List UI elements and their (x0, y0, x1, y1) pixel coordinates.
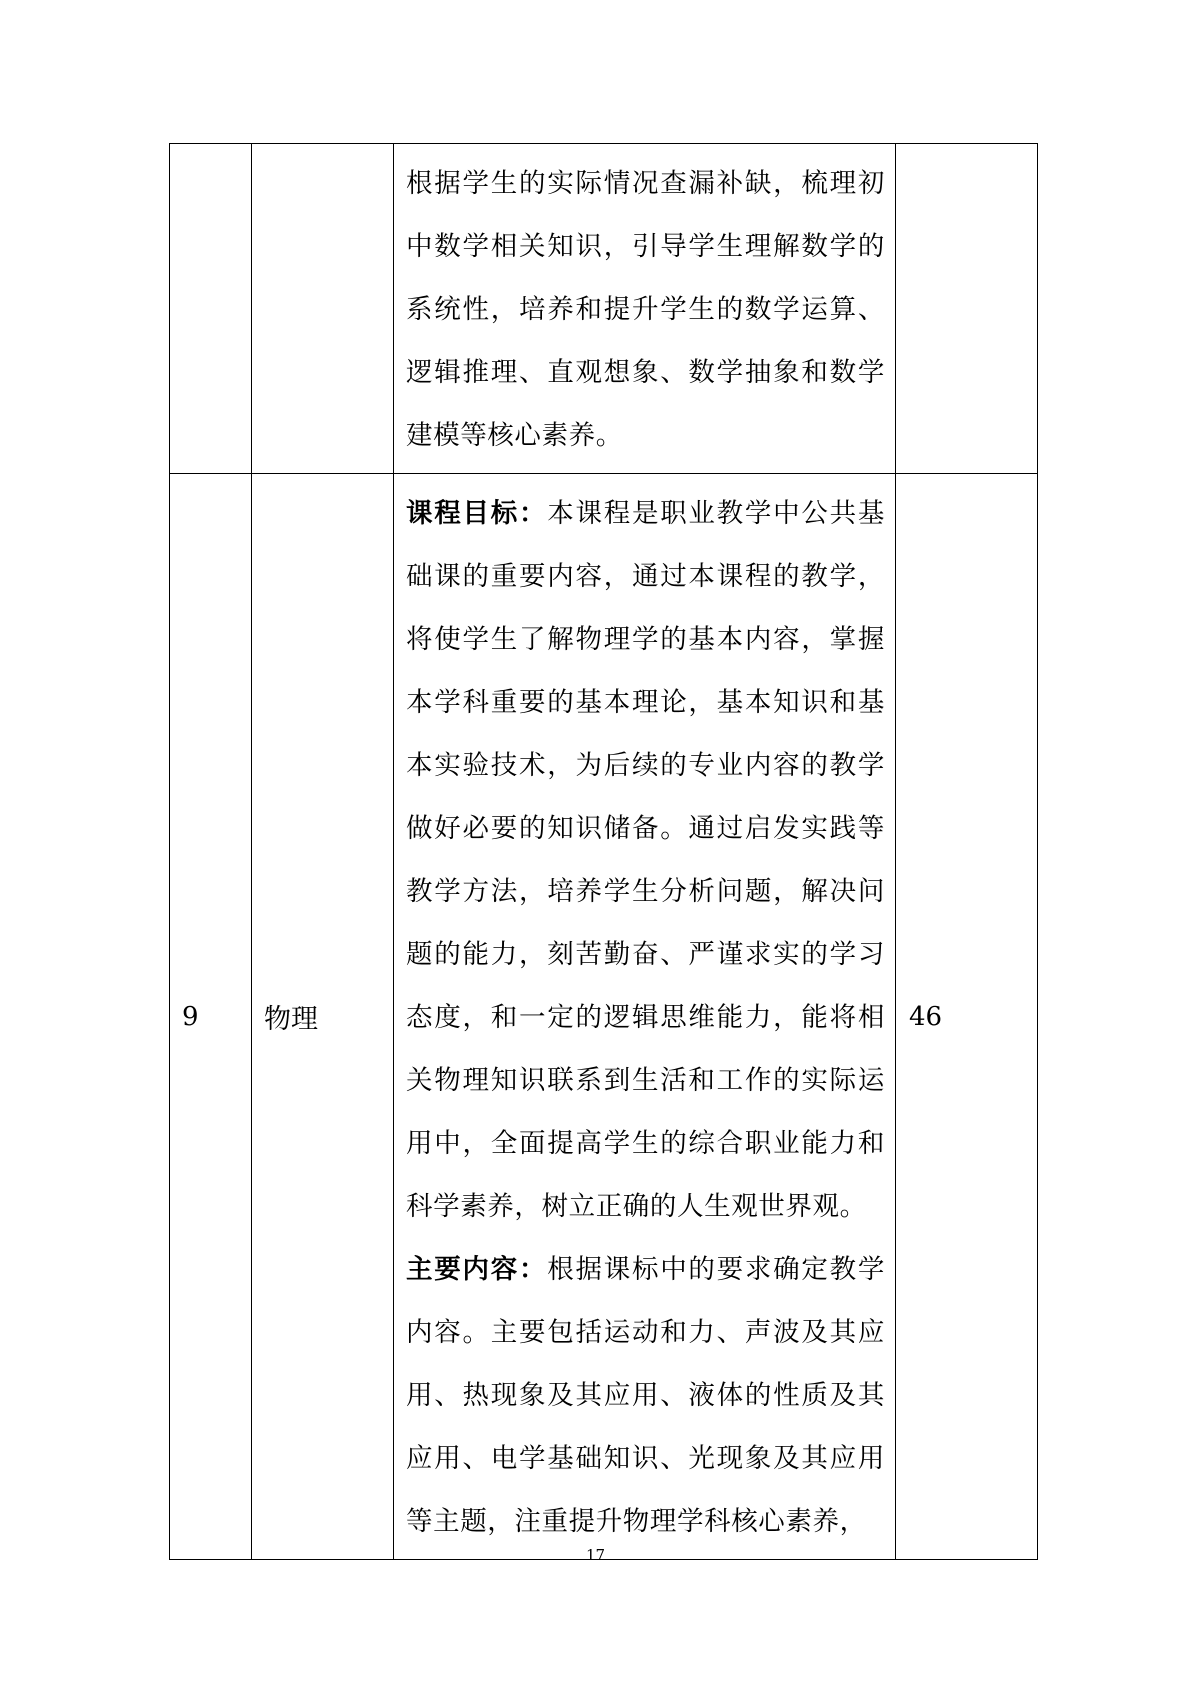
main-content-paragraph (406, 1238, 885, 1553)
course-name-cell: 物理 (252, 474, 394, 1560)
main-content-text: 根据课标中的要求确定教学内容。主要包括运动和力、声波及其应用、热现象及其应用、液体的性质及其应用、电学基础知识、光现象及其应用等主题，注重提升物理学科核心素养， (406, 1254, 885, 1537)
page-number: 17 (585, 1546, 606, 1564)
course-description-cell (394, 474, 896, 1560)
row-number-cell: 9 (170, 474, 252, 1560)
course-goal-label: 课程目标： (406, 498, 548, 529)
main-content-label: 主要内容： (406, 1254, 548, 1285)
continued-description-text: 根据学生的实际情况查漏补缺，梳理初中数学相关知识，引导学生理解数学的系统性，培养和提升学生的数学运算、逻辑推理、直观想象、数学抽象和数学建模等核心素养。 (406, 168, 885, 451)
course-goal-text: 本课程是职业教学中公共基础课的重要内容，通过本课程的教学，将使学生了解物理学的基本内容，掌握本学科重要的基本理论，基本知识和基本实验技术，为后续的专业内容的教学做好必要的知识储备。通过启发实践等教学方法，培养学生分析问题，解决问题的能力，刻苦勤奋、严谨求实的学习态度，和一定的逻辑思维能力，能将相关物理知识联系到生活和工作的实际运用中，全面提高学生的综合职业能力和科学素养，树立正确的人生观世界观。 (406, 498, 885, 1222)
table-row-physics (170, 474, 1038, 1560)
curriculum-table (169, 143, 1038, 1560)
course-goal-paragraph (406, 482, 885, 1238)
course-name-cell (252, 144, 394, 474)
row-number-cell (170, 144, 252, 474)
course-description-cell (394, 144, 896, 474)
hours-cell (896, 144, 1038, 474)
table-row-continued (170, 144, 1038, 474)
hours-cell: 46 (896, 474, 1038, 1560)
